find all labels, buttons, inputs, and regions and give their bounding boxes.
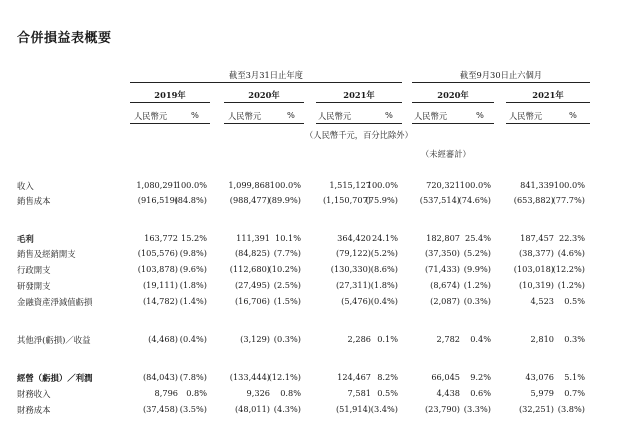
amount-cell: (38,377)	[518, 248, 554, 258]
amount-cell: 2,810	[530, 334, 554, 344]
amount-cell: 66,045	[431, 372, 460, 382]
amount-cell: 2,782	[436, 334, 460, 344]
amount-cell: (27,311)	[335, 280, 371, 290]
amount-cell: (5,476)	[341, 296, 371, 306]
year-header: 2019年	[154, 90, 186, 100]
percent-cell: 15.2%	[180, 233, 207, 243]
percent-cell: (7.8%)	[179, 372, 207, 382]
amount-cell: 1,515,127	[329, 180, 371, 190]
amount-cell: (84,043)	[142, 372, 178, 382]
percent-cell: (74.6%)	[458, 195, 491, 205]
percent-cell: 25.4%	[464, 233, 491, 243]
amount-cell: (37,458)	[142, 404, 178, 414]
amount-cell: 111,391	[236, 233, 270, 243]
percent-cell: 0.7%	[564, 388, 585, 398]
percent-cell: 100.0%	[553, 180, 585, 190]
subheader-rule	[412, 123, 494, 124]
row-label: 其他淨(虧損)／收益	[17, 335, 91, 345]
group-rule-annual	[130, 82, 402, 83]
amount-cell: (84,825)	[234, 248, 270, 258]
rmb-header: 人民幣元	[318, 111, 352, 121]
subheader-rule	[224, 123, 304, 124]
percent-cell: 100.0%	[175, 180, 207, 190]
percent-cell: (1.2%)	[463, 280, 491, 290]
amount-cell: (105,576)	[137, 248, 178, 258]
percent-cell: 0.5%	[564, 296, 585, 306]
amount-cell: (14,782)	[142, 296, 178, 306]
unaudited-note: （未經審計）	[421, 149, 471, 159]
amount-cell: 7,581	[347, 388, 371, 398]
year-rule	[224, 102, 304, 103]
amount-cell: (16,706)	[234, 296, 270, 306]
amount-cell: 9,326	[246, 388, 270, 398]
percent-cell: (1.8%)	[370, 280, 398, 290]
amount-cell: (27,495)	[234, 280, 270, 290]
amount-cell: (8,674)	[430, 280, 460, 290]
amount-cell: (48,011)	[234, 404, 270, 414]
amount-cell: (537,514)	[419, 195, 460, 205]
row-label: 財務收入	[17, 389, 51, 399]
amount-cell: (988,477)	[229, 195, 270, 205]
percent-cell: (0.3%)	[463, 296, 491, 306]
amount-cell: (133,444)	[229, 372, 270, 382]
pct-header: %	[569, 110, 577, 120]
percent-cell: (3.8%)	[557, 404, 585, 414]
rmb-header: 人民幣元	[414, 111, 448, 121]
percent-cell: 0.3%	[564, 334, 585, 344]
percent-cell: 100.0%	[269, 180, 301, 190]
amount-cell: 163,772	[144, 233, 178, 243]
percent-cell: 5.1%	[564, 372, 585, 382]
amount-cell: 8,796	[154, 388, 178, 398]
percent-cell: (9.6%)	[179, 264, 207, 274]
amount-cell: 4,523	[530, 296, 554, 306]
amount-cell: (112,680)	[229, 264, 270, 274]
percent-cell: 9.2%	[470, 372, 491, 382]
amount-cell: (10,319)	[518, 280, 554, 290]
percent-cell: (1.5%)	[273, 296, 301, 306]
pct-header: %	[385, 110, 393, 120]
percent-cell: (8.6%)	[370, 264, 398, 274]
rmb-header: 人民幣元	[509, 111, 543, 121]
row-label: 研發開支	[17, 281, 51, 291]
amount-cell: 43,076	[525, 372, 554, 382]
percent-cell: (3.4%)	[370, 404, 398, 414]
row-label: 收入	[17, 181, 34, 191]
year-rule	[130, 102, 210, 103]
percent-cell: 8.2%	[377, 372, 398, 382]
percent-cell: 22.3%	[558, 233, 585, 243]
amount-cell: (79,122)	[335, 248, 371, 258]
amount-cell: 4,438	[436, 388, 460, 398]
percent-cell: (9.9%)	[463, 264, 491, 274]
amount-cell: 1,099,868	[228, 180, 270, 190]
percent-cell: (77.7%)	[552, 195, 585, 205]
amount-cell: 841,339	[520, 180, 554, 190]
percent-cell: (12.2%)	[552, 264, 585, 274]
row-label: 行政開支	[17, 265, 51, 275]
percent-cell: (4.3%)	[273, 404, 301, 414]
amount-cell: (51,914)	[335, 404, 371, 414]
percent-cell: 24.1%	[371, 233, 398, 243]
percent-cell: (1.4%)	[179, 296, 207, 306]
amount-cell: (19,111)	[142, 280, 178, 290]
percent-cell: (1.8%)	[179, 280, 207, 290]
percent-cell: (0.4%)	[179, 334, 207, 344]
amount-cell: (4,468)	[148, 334, 178, 344]
percent-cell: (75.9%)	[365, 195, 398, 205]
amount-cell: 720,321	[426, 180, 460, 190]
subheader-rule	[130, 123, 210, 124]
amount-cell: (130,330)	[330, 264, 371, 274]
amount-cell: (653,882)	[513, 195, 554, 205]
year-header: 2021年	[532, 90, 564, 100]
year-header: 2021年	[343, 90, 375, 100]
row-label: 金融資產淨減值虧損	[17, 297, 93, 307]
group-header-annual: 截至3月31日止年度	[229, 70, 303, 80]
amount-cell: (71,433)	[424, 264, 460, 274]
amount-cell: (103,878)	[137, 264, 178, 274]
amount-cell: (32,251)	[518, 404, 554, 414]
unit-note: （人民幣千元，百分比除外）	[305, 130, 413, 140]
percent-cell: (7.7%)	[273, 248, 301, 258]
percent-cell: 100.0%	[459, 180, 491, 190]
percent-cell: (2.5%)	[273, 280, 301, 290]
subheader-rule	[506, 123, 590, 124]
amount-cell: (37,350)	[424, 248, 460, 258]
amount-cell: (916,519)	[137, 195, 178, 205]
row-label: 經營（虧損）／利潤	[17, 373, 93, 383]
percent-cell: (3.5%)	[179, 404, 207, 414]
page-title: 合併損益表概要	[17, 31, 112, 46]
percent-cell: (1.2%)	[557, 280, 585, 290]
percent-cell: 100.0%	[366, 180, 398, 190]
amount-cell: 364,420	[337, 233, 371, 243]
amount-cell: 1,080,291	[136, 180, 178, 190]
row-label: 銷售成本	[17, 196, 51, 206]
amount-cell: 5,979	[530, 388, 554, 398]
year-header: 2020年	[437, 90, 469, 100]
percent-cell: 0.1%	[377, 334, 398, 344]
group-header-six-months: 截至9月30日止六個月	[459, 70, 543, 80]
pct-header: %	[476, 110, 484, 120]
percent-cell: 0.8%	[280, 388, 301, 398]
amount-cell: (2,087)	[430, 296, 460, 306]
percent-cell: (9.8%)	[179, 248, 207, 258]
percent-cell: (0.4%)	[370, 296, 398, 306]
percent-cell: 0.8%	[186, 388, 207, 398]
rmb-header: 人民幣元	[134, 111, 168, 121]
amount-cell: 124,467	[337, 372, 371, 382]
amount-cell: (103,018)	[513, 264, 554, 274]
group-rule-six-months	[412, 82, 590, 83]
percent-cell: (4.6%)	[557, 248, 585, 258]
percent-cell: (89.9%)	[268, 195, 301, 205]
percent-cell: (84.8%)	[174, 195, 207, 205]
percent-cell: 0.6%	[470, 388, 491, 398]
year-rule	[412, 102, 494, 103]
year-rule	[316, 102, 402, 103]
percent-cell: (12.1%)	[268, 372, 301, 382]
percent-cell: 10.1%	[274, 233, 301, 243]
percent-cell: 0.5%	[377, 388, 398, 398]
pct-header: %	[287, 110, 295, 120]
amount-cell: 187,457	[520, 233, 554, 243]
percent-cell: 0.4%	[470, 334, 491, 344]
rmb-header: 人民幣元	[228, 111, 262, 121]
year-rule	[506, 102, 590, 103]
pct-header: %	[191, 110, 199, 120]
subheader-rule	[316, 123, 402, 124]
percent-cell: (3.3%)	[463, 404, 491, 414]
amount-cell: 2,286	[347, 334, 371, 344]
row-label: 毛利	[17, 234, 34, 244]
percent-cell: (5.2%)	[370, 248, 398, 258]
row-label: 銷售及經銷開支	[17, 249, 76, 259]
amount-cell: (3,129)	[240, 334, 270, 344]
amount-cell: 182,807	[426, 233, 460, 243]
row-label: 財務成本	[17, 405, 51, 415]
amount-cell: (1,150,707)	[322, 195, 371, 205]
percent-cell: (0.3%)	[273, 334, 301, 344]
year-header: 2020年	[248, 90, 280, 100]
percent-cell: (5.2%)	[463, 248, 491, 258]
percent-cell: (10.2%)	[268, 264, 301, 274]
amount-cell: (23,790)	[424, 404, 460, 414]
